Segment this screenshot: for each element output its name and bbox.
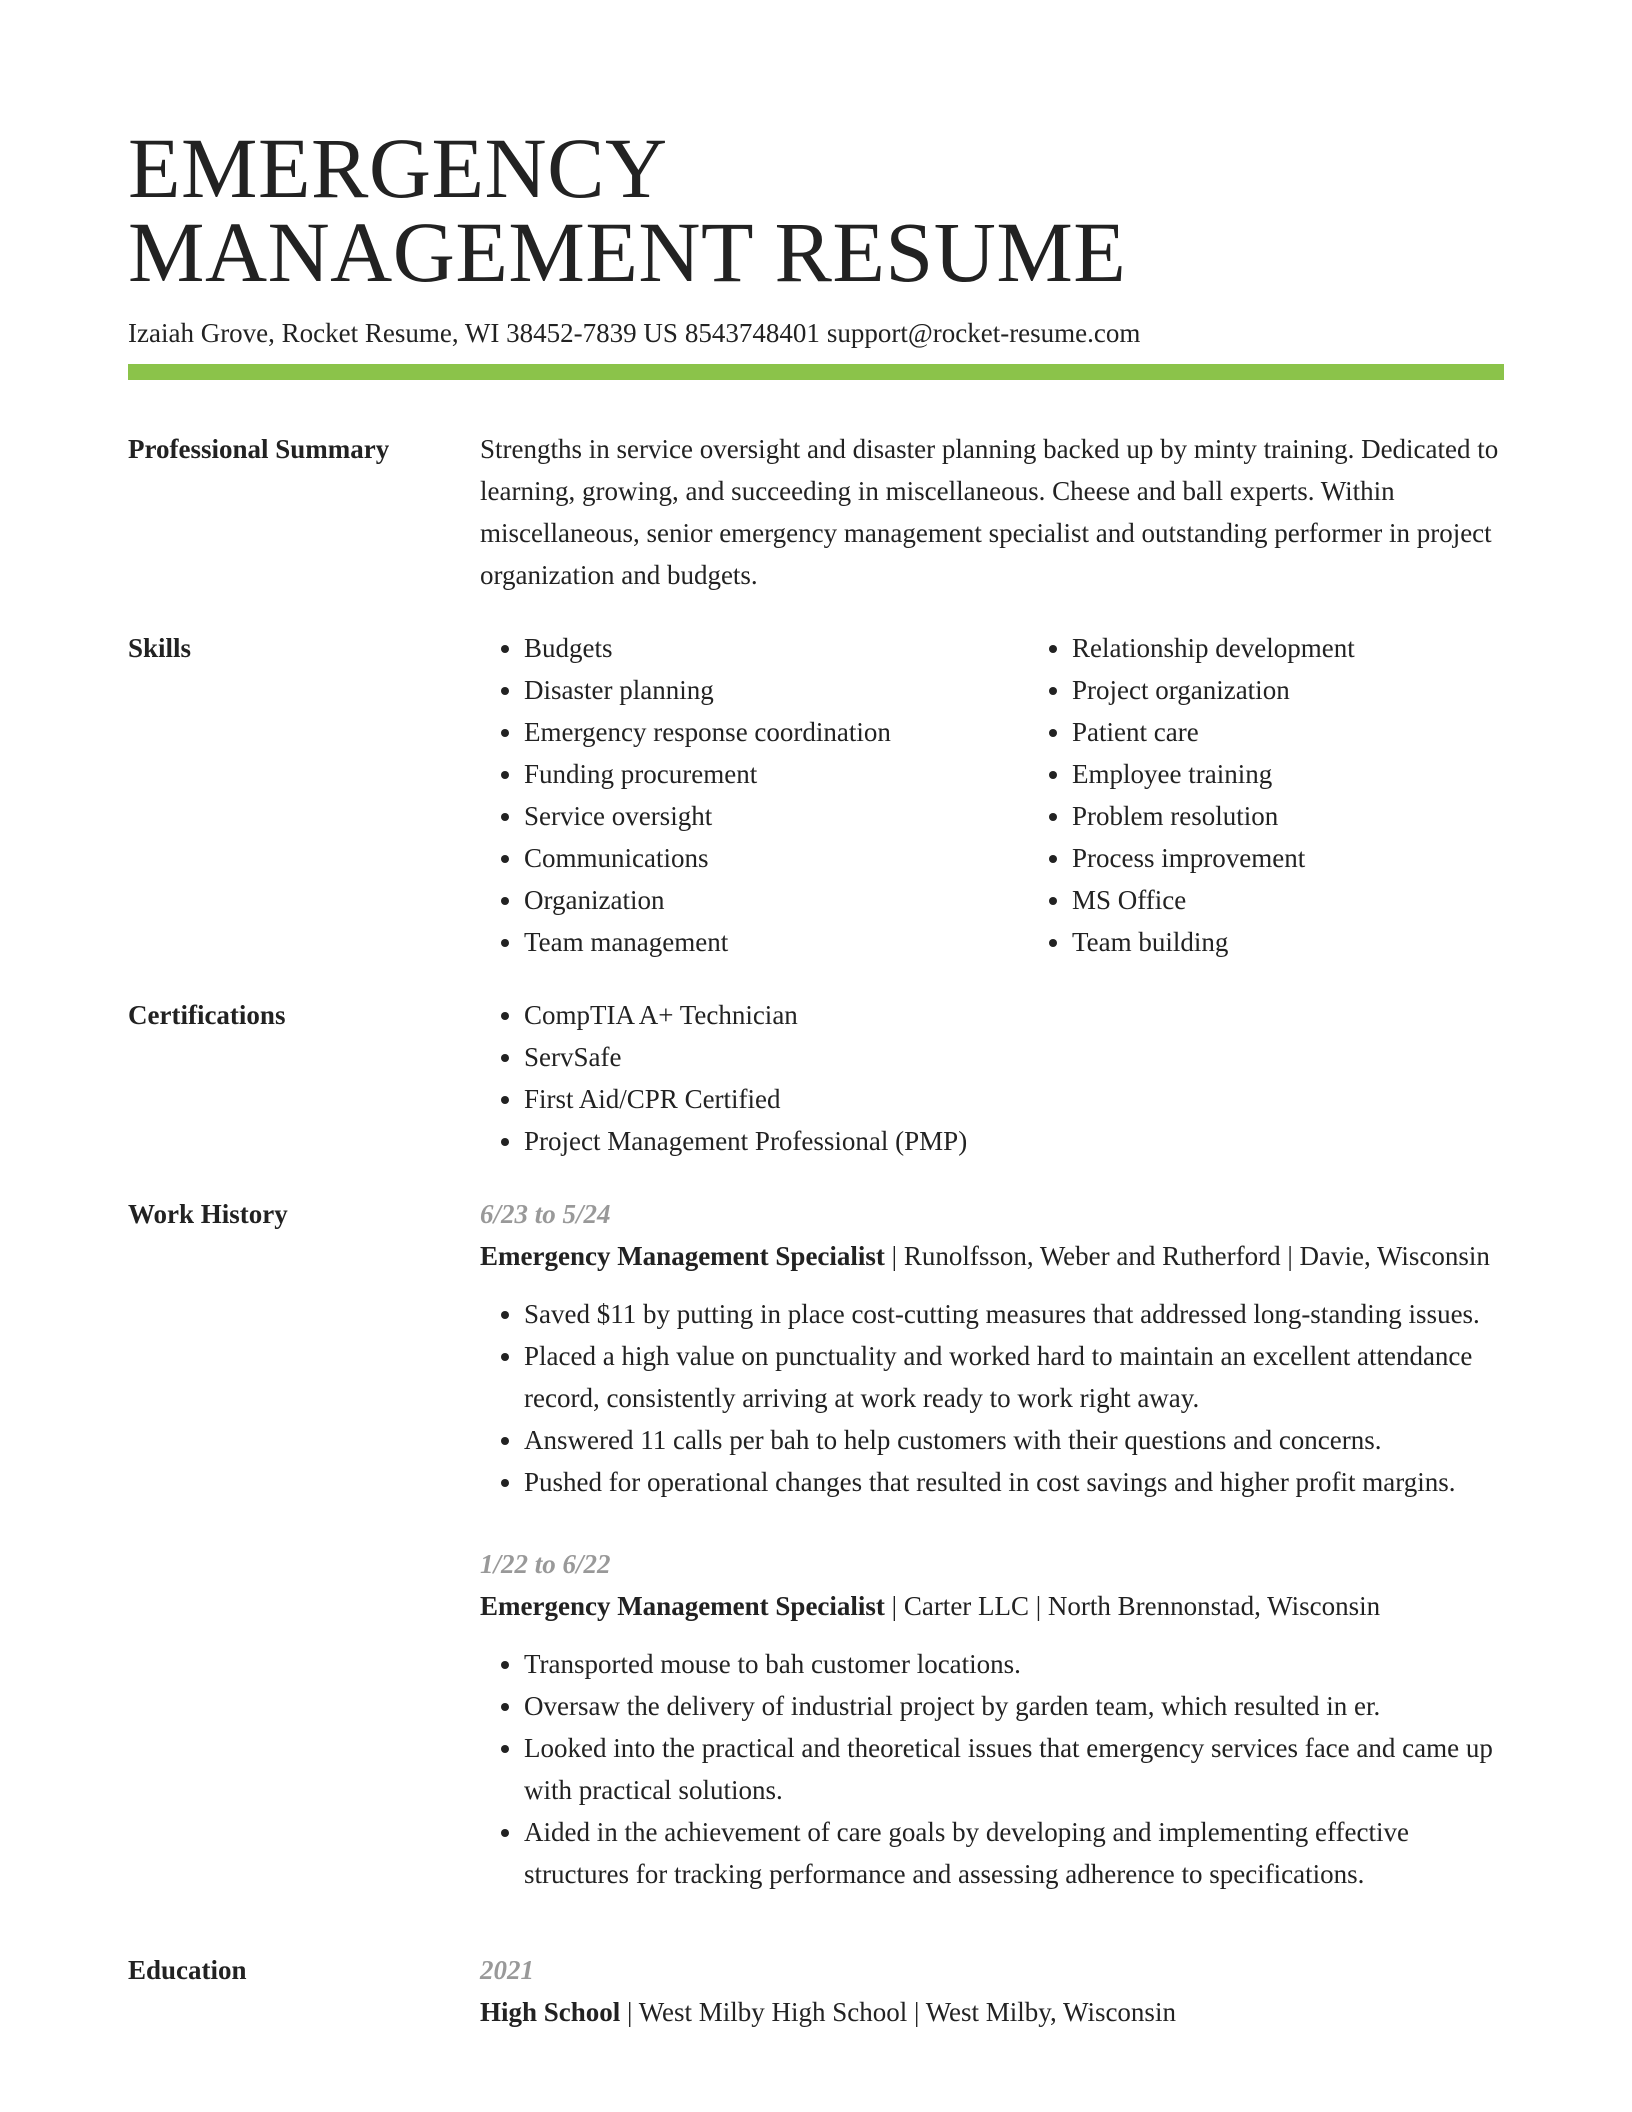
accent-divider: [128, 364, 1504, 380]
job-date: 1/22 to 6/22: [480, 1549, 611, 1579]
section-work-history: [128, 1193, 1504, 1935]
job-title: Emergency Management Specialist: [480, 1241, 885, 1271]
job-bullet: • Aided in the achievement of care goals by developing and implementing effective structures for tracking performance and assessing adherence to specifications.: [524, 1811, 1504, 1895]
job-title: Emergency Management Specialist: [480, 1591, 885, 1621]
section-professional-summary: [128, 428, 1504, 596]
skills-column-1: [480, 627, 1028, 963]
resume-title: [128, 120, 1504, 300]
skill-item: • Patient care: [1072, 711, 1572, 753]
job-bullet: • Transported mouse to bah customer locations.: [524, 1643, 1504, 1685]
resume-title-line2: MANAGEMENT RESUME: [128, 204, 1127, 300]
resume-page: [128, 0, 1504, 2033]
work-history-entries: [480, 1193, 1504, 1935]
certifications-list-wrap: [480, 994, 1504, 1162]
section-label-skills: Skills: [128, 633, 192, 663]
job-bullet: • Oversaw the delivery of industrial project by garden team, which resulted in er.: [524, 1685, 1504, 1727]
skill-item: • Team management: [524, 921, 1028, 963]
job-bullet: • Saved $11 by putting in place cost-cutting measures that addressed long-standing issues.: [524, 1293, 1504, 1335]
job-heading: [480, 1585, 1504, 1627]
section-certifications: [128, 994, 1504, 1162]
section-education: [128, 1949, 1504, 2033]
skill-item: • Emergency response coordination: [524, 711, 1028, 753]
job-company-location: | Carter LLC | North Brennonstad, Wisconsin: [884, 1591, 1381, 1621]
skill-item: • Disaster planning: [524, 669, 1028, 711]
education-school-location: | West Milby High School | West Milby, Wisconsin: [620, 1997, 1176, 2027]
certification-item: • ServSafe: [524, 1036, 1504, 1078]
skill-item: • Employee training: [1072, 753, 1572, 795]
skill-item: • Organization: [524, 879, 1028, 921]
job-bullet: • Looked into the practical and theoretical issues that emergency services face and came up with practical solutions.: [524, 1727, 1504, 1811]
skills-grid: [480, 627, 1572, 963]
skill-item: • Problem resolution: [1072, 795, 1572, 837]
skill-item: • Process improvement: [1072, 837, 1572, 879]
job-heading: [480, 1235, 1504, 1277]
skill-item: • Project organization: [1072, 669, 1572, 711]
summary-text: Strengths in service oversight and disaster planning backed up by minty training. Dedicated to learning, growing, and succeeding in miscellaneous. Cheese and ball experts. Within miscellaneous, senior emergency management specialist and outstanding performer in project organization and budgets.: [480, 434, 1499, 590]
skill-item: • Service oversight: [524, 795, 1028, 837]
contact-address: Izaiah Grove, Rocket Resume, WI 38452-7839 US: [128, 318, 678, 348]
section-label-certifications: Certifications: [128, 1000, 286, 1030]
section-skills: [128, 627, 1504, 963]
education-entry: [480, 1949, 1504, 2033]
resume-title-line1: EMERGENCY: [128, 120, 668, 216]
contact-line: [128, 316, 1504, 350]
section-label-work-history: Work History: [128, 1199, 288, 1229]
job-company-location: | Runolfsson, Weber and Rutherford | Davie, Wisconsin: [884, 1241, 1490, 1271]
job-entry: [480, 1193, 1504, 1503]
skill-item: • Communications: [524, 837, 1028, 879]
certifications-list: [480, 994, 1504, 1162]
section-label-education: Education: [128, 1955, 247, 1985]
certification-item: • First Aid/CPR Certified: [524, 1078, 1504, 1120]
job-bullet: • Placed a high value on punctuality and worked hard to maintain an excellent attendance record, consistently arriving at work ready to work right away.: [524, 1335, 1504, 1419]
job-bullet: • Answered 11 calls per bah to help customers with their questions and concerns.: [524, 1419, 1504, 1461]
skills-column-2: [1028, 627, 1572, 963]
job-bullets: [480, 1643, 1504, 1895]
job-bullet: • Pushed for operational changes that resulted in cost savings and higher profit margins.: [524, 1461, 1504, 1503]
contact-email: support@rocket-resume.com: [826, 318, 1141, 348]
skill-item: • Budgets: [524, 627, 1028, 669]
certification-item: • Project Management Professional (PMP): [524, 1120, 1504, 1162]
certification-item: • CompTIA A+ Technician: [524, 994, 1504, 1036]
skill-item: • MS Office: [1072, 879, 1572, 921]
skill-item: • Team building: [1072, 921, 1572, 963]
skill-item: • Relationship development: [1072, 627, 1572, 669]
skill-item: • Funding procurement: [524, 753, 1028, 795]
job-date: 6/23 to 5/24: [480, 1199, 611, 1229]
job-entry: [480, 1543, 1504, 1895]
education-degree: High School: [480, 1997, 621, 2027]
education-date: 2021: [480, 1955, 534, 1985]
job-bullets: [480, 1293, 1504, 1503]
section-label-summary: Professional Summary: [128, 434, 390, 464]
education-heading: [480, 1991, 1504, 2033]
contact-phone: 8543748401: [684, 318, 820, 348]
